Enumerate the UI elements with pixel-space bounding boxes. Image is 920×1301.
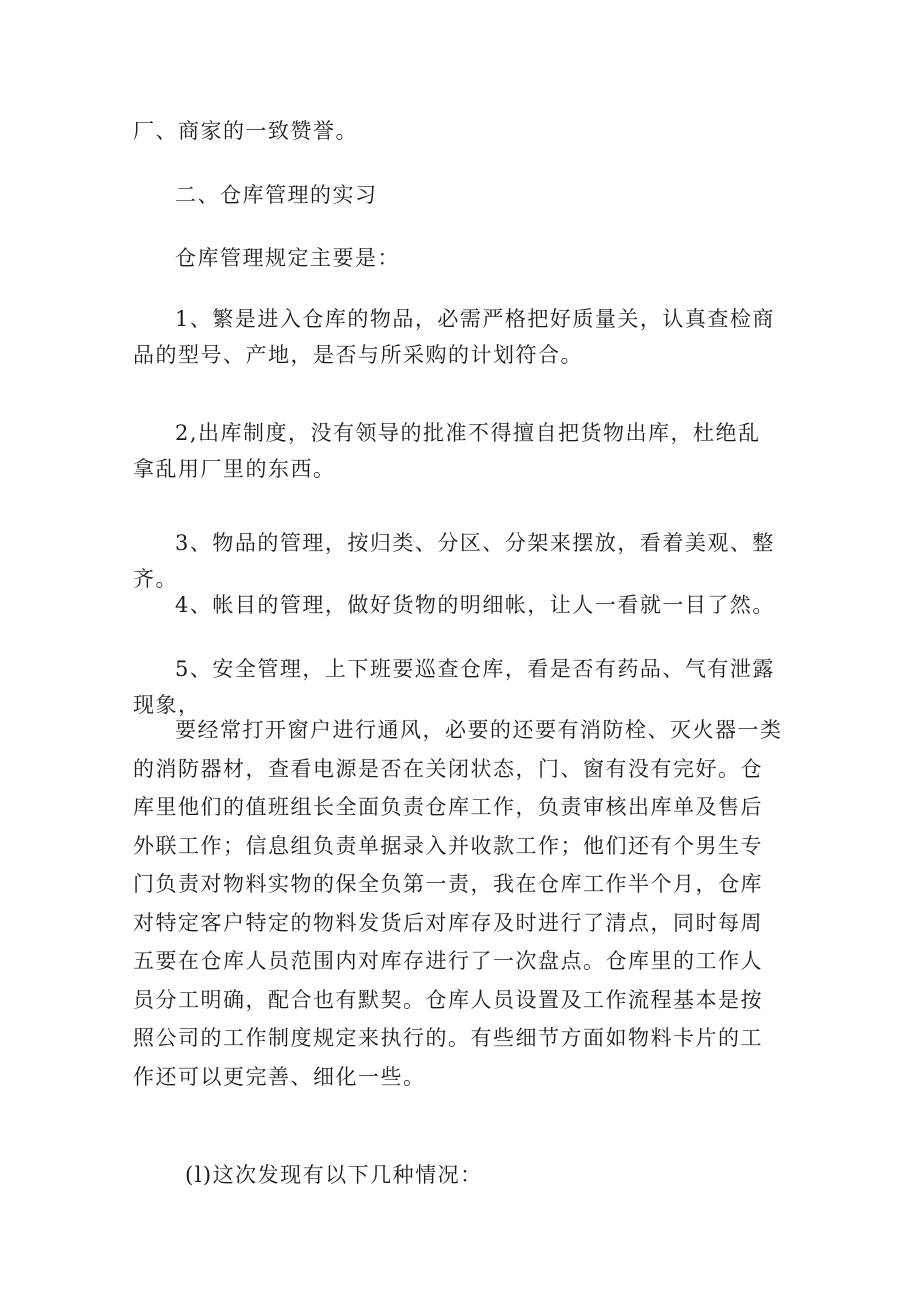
paragraph-continuation: 厂、商家的一致赞誉。 <box>133 119 358 143</box>
sub-heading: (l)这次发现有以下几种情况： <box>185 1163 483 1187</box>
section-heading: 二、仓库管理的实习 <box>175 183 378 207</box>
list-item-2: 2,出库制度，没有领导的批准不得擅自把货物出库，杜绝乱拿乱用厂里的东西。 <box>133 421 761 481</box>
list-item-1: 1、繁是进入仓库的物品，必需严格把好质量关，认真查检商品的型号、产地，是否与所采购的计划符合。 <box>133 307 775 367</box>
paragraph-intro: 仓库管理规定主要是： <box>175 246 400 270</box>
list-item-4: 4、帐目的管理，做好货物的明细帐，让人一看就一目了然。 <box>175 593 775 617</box>
list-item-3: 3、物品的管理，按归类、分区、分架来摆放，看着美观、整齐。 <box>133 531 775 591</box>
body-paragraph: 要经常打开窗户进行通风，必要的还要有消防栓、灭火器一类的消防器材，查看电源是否在关闭状态，门、窗有没有完好。仓库里他们的值班组长全面负责仓库工作，负责审核出库单及售后外联工作；信息组负责单据录入并收款工作；他们还有个男生专门负责对物料实物的保全负第一责，我在仓库工作半个月，仓库对特定客户特定的物料发货后对库存及时进行了清点，同时每周五要在仓库人员范围内对库存进行了一次盘点。仓库里的工作人员分工明确，配合也有默契。仓库人员设置及工作流程基本是按照公司的工作制度规定来执行的。有些细节方面如物料卡片的工作还可以更完善、细化一些。 <box>133 718 783 1089</box>
list-item-5: 5、安全管理，上下班要巡查仓库，看是否有药品、气有泄露现象， <box>133 657 775 717</box>
